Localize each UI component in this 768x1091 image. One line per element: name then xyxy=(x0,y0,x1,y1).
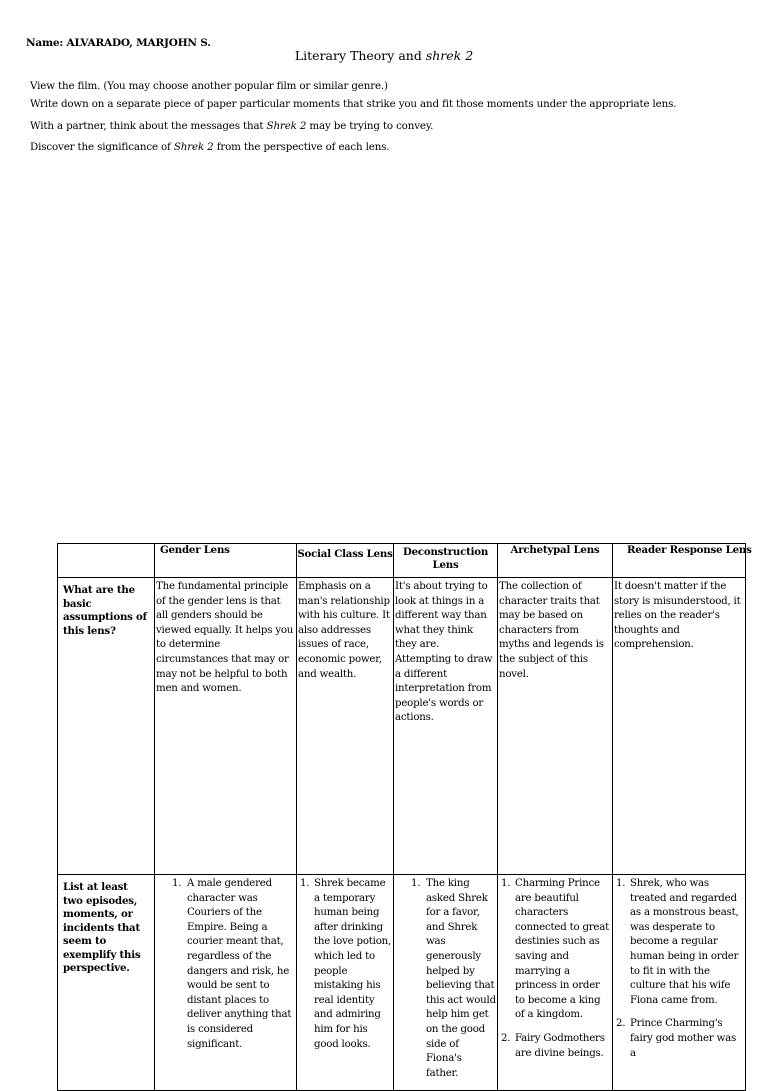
instruction-2: Write down on a separate piece of paper particular moments that strike you and fit those moments under the appropriate lens. xyxy=(30,98,677,110)
table-header-row xyxy=(58,544,746,578)
cell-arche-episodes xyxy=(498,875,613,1091)
cell-social-assumption: Emphasis on a man's relationship with his culture. It also addresses issues of race, economic power, and wealth. xyxy=(297,578,394,875)
table-row xyxy=(58,578,746,875)
header-reader-response-lens: Reader Response Lens xyxy=(613,544,746,578)
row-label-episodes: List at least two episodes, moments, or incidents that seem to exemplify this perspective. xyxy=(58,875,155,1091)
cell-gender-assumption: The fundamental principle of the gender lens is that all genders should be viewed equally. It helps you to determine circumstances that may or may not be helpful to both men and women. xyxy=(155,578,297,875)
cell-reader-episodes xyxy=(613,875,746,1091)
cell-decon-episodes xyxy=(394,875,498,1091)
row-label-assumptions: What are the basic assumptions of this lens? xyxy=(58,578,155,875)
header-archetypal-lens: Archetypal Lens xyxy=(498,544,613,578)
header-deconstruction-lens: Deconstruction Lens xyxy=(394,544,498,578)
student-name: Name: ALVARADO, MARJOHN S. xyxy=(26,37,211,49)
list-item: 2. Prince Charming's fairy god mother was a xyxy=(616,1018,736,1059)
header-cell-empty xyxy=(58,544,155,578)
list-item: 1. The king asked Shrek for a favor, and Shrek was generously helped by believing that this act would help him get on the good side of Fiona's father. xyxy=(411,878,496,1079)
document-title xyxy=(0,48,768,63)
lens-table xyxy=(57,543,752,1079)
cell-arche-assumption: The collection of character traits that may be based on characters from myths and legends is the subject of this novel. xyxy=(498,578,613,875)
list-item: 1. Shrek, who was treated and regarded as a monstrous beast, was desperate to become a regular human being in order to fit in with the culture that his wife Fiona came from. xyxy=(616,878,739,1006)
title-film: shrek 2 xyxy=(425,48,474,63)
title-prefix: Literary Theory and xyxy=(294,48,426,63)
header-gender-lens: Gender Lens xyxy=(155,544,297,578)
list-item: 1. Charming Prince are beautiful characters connected to great destinies such as saving and marrying a princess in order to become a king of a kingdom. xyxy=(501,878,610,1021)
header-social-class-lens: Social Class Lens xyxy=(297,544,394,578)
cell-social-episodes xyxy=(297,875,394,1091)
list-item: 1. A male gendered character was Couriers of the Empire. Being a courier meant that, regardless of the dangers and risk, he would be sent to distant places to deliver anything that is considered significant. xyxy=(172,878,292,1050)
instruction-3: With a partner, think about the messages that Shrek 2 may be trying to convey. xyxy=(30,120,434,132)
cell-reader-assumption: It doesn't matter if the story is misunderstood, it relies on the reader's thoughts and comprehension. xyxy=(613,578,746,875)
cell-gender-episodes xyxy=(155,875,297,1091)
list-item: 2. Fairy Godmothers are divine beings. xyxy=(501,1032,605,1059)
cell-decon-assumption: It's about trying to look at things in a different way than what they think they are. Attempting to draw a different interpretation from people's words or actions. xyxy=(394,578,498,875)
table-row xyxy=(58,875,746,1091)
instruction-1: View the film. (You may choose another popular film or similar genre.) xyxy=(30,80,388,92)
list-item: 1. Shrek became a temporary human being after drinking the love potion, which led to people mistaking his real identity and admiring him for his good looks. xyxy=(300,878,392,1050)
instruction-4: Discover the significance of Shrek 2 from the perspective of each lens. xyxy=(30,141,390,153)
